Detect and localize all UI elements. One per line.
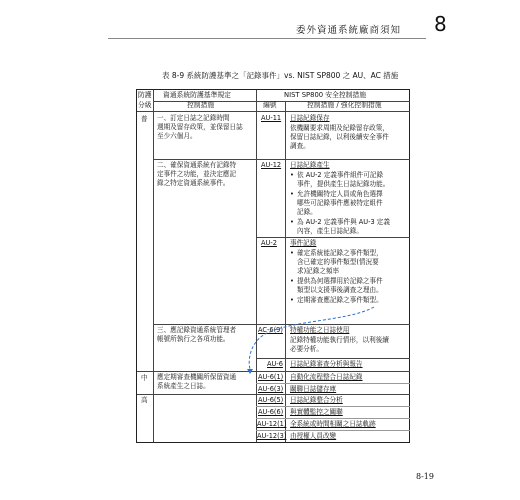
bullet-text: 確定系統能記錄之事件類型， xyxy=(297,249,383,257)
header-nist-measure: 控制措施 / 強化控制措施 xyxy=(307,101,382,109)
control-code: AU-6(5) xyxy=(258,396,284,404)
control-code: AU-6 xyxy=(267,360,283,368)
page-number: 8-19 xyxy=(416,472,434,481)
control-text: 調查。 xyxy=(290,142,310,150)
control-text: 必要分析。 xyxy=(290,345,323,353)
control-title: 全系統或時間相關之日誌軌跡 xyxy=(290,420,376,428)
table-caption: 表 8-9 系統防護基準之「記錄事件」vs. NIST SP800 之 AU、AC 措施 xyxy=(162,71,399,80)
header-baseline: 資通系統防護基準規定 xyxy=(163,91,231,99)
bullet-text: 允許機關特定人員或角色選擇 xyxy=(297,190,383,198)
bullet-icon: • xyxy=(290,190,294,198)
bullet-text: 哪些可記錄事件應被特定組件 xyxy=(297,199,383,207)
baseline-item-2-line-2: 定事件之功能，並決定應記 xyxy=(157,170,237,178)
bullet-icon: • xyxy=(290,296,294,304)
bullet-text: 事件，提供產生日誌紀錄功能。 xyxy=(297,180,390,188)
bullet-icon: • xyxy=(290,218,294,226)
control-title: 與實體監控之關聯 xyxy=(290,408,343,416)
bullet-text: 內容，產生日誌紀錄。 xyxy=(297,227,363,235)
header-nist: NIST SP800 安全控制措施 xyxy=(284,91,367,99)
control-title: 日誌紀錄整合分析 xyxy=(290,396,343,404)
running-header-title: 委外資通系統廠商須知 xyxy=(296,25,402,36)
header-measure: 控制措施 xyxy=(187,101,215,109)
control-text: 保留日誌紀錄，以利後續安全事件 xyxy=(290,133,389,141)
control-code: AU-6(6) xyxy=(258,408,284,416)
bullet-text: 類型以支援事後調查之理由。 xyxy=(297,286,383,294)
baseline-item-1-line-3: 至少六個月。 xyxy=(157,132,197,140)
grade-high: 高 xyxy=(141,396,148,404)
control-title: 自動化流程整合日誌紀錄 xyxy=(290,373,363,381)
control-title: 事件記錄 xyxy=(290,239,317,247)
baseline-item-3-line-1: 三、應記錄資通系統管理者 xyxy=(157,326,237,334)
annotation-arrow xyxy=(137,90,411,444)
control-title: 由授權人員改變 xyxy=(290,432,337,440)
bullet-text: 依 AU-2 定義事件組件可記錄 xyxy=(297,171,384,179)
header-grade-1: 防護 xyxy=(138,91,152,99)
grade-low: 普 xyxy=(141,115,148,123)
control-title: 日誌紀錄審查分析與報告 xyxy=(290,360,363,368)
control-code: AU-2 xyxy=(261,239,277,247)
baseline-item-2-line-3: 錄之特定資通系統事件。 xyxy=(157,179,230,187)
grade-medium: 中 xyxy=(141,374,148,382)
baseline-item-4-line-2: 系統產生之日誌。 xyxy=(157,382,210,390)
control-title: 日誌紀錄產生 xyxy=(290,161,330,169)
control-code: AU-12(3) xyxy=(257,432,287,440)
header-code: 編號 xyxy=(263,101,277,109)
bullet-icon: • xyxy=(290,249,294,257)
control-title: 日誌紀錄保存 xyxy=(290,114,330,122)
control-code: AU-12(1) xyxy=(257,420,287,428)
chapter-number: 8 xyxy=(434,12,447,36)
bullet-text: 定期審查應記錄之事件類型。 xyxy=(297,296,383,304)
baseline-item-1-line-1: 一、訂定日誌之記錄時間 xyxy=(157,114,230,122)
bullet-text: 為 AU-2 定義事件與 AU-3 定義 xyxy=(297,218,390,226)
comparison-table xyxy=(136,89,410,443)
baseline-item-3-line-2: 帳號所執行之各項功能。 xyxy=(157,335,230,343)
header-grade-2: 分級 xyxy=(138,101,152,109)
bullet-text: 記錄。 xyxy=(297,208,317,216)
control-code: AU-6(3) xyxy=(258,385,284,393)
header-rule xyxy=(108,38,426,39)
baseline-item-4-line-1: 應定期審查機關所保留資通 xyxy=(157,373,237,381)
control-code: AU-12 xyxy=(261,161,282,169)
control-text: 依機關要求周期及紀錄留存政策， xyxy=(290,124,389,132)
control-code: AC-6(9) xyxy=(258,326,283,334)
control-text: 記錄特權功能執行情形，以利後續 xyxy=(290,336,389,344)
control-code: AU-6(1) xyxy=(258,373,284,381)
bullet-icon: • xyxy=(290,171,294,179)
bullet-icon: • xyxy=(290,277,294,285)
bullet-text: 含已確定的事件類型(情況要 xyxy=(297,258,379,266)
control-title: 關聯日誌儲存庫 xyxy=(290,385,337,393)
control-title: 特權功能之日誌使用 xyxy=(290,326,350,334)
baseline-item-1-line-2: 週期及留存政策，並保留日誌 xyxy=(157,123,243,131)
baseline-item-2-line-1: 二、確保資通系統有記錄特 xyxy=(157,161,237,169)
bullet-text: 求)記錄之頻率 xyxy=(297,267,340,275)
control-code: AU-11 xyxy=(261,114,282,122)
bullet-text: 提供為何選擇用於記錄之事件 xyxy=(297,277,383,285)
